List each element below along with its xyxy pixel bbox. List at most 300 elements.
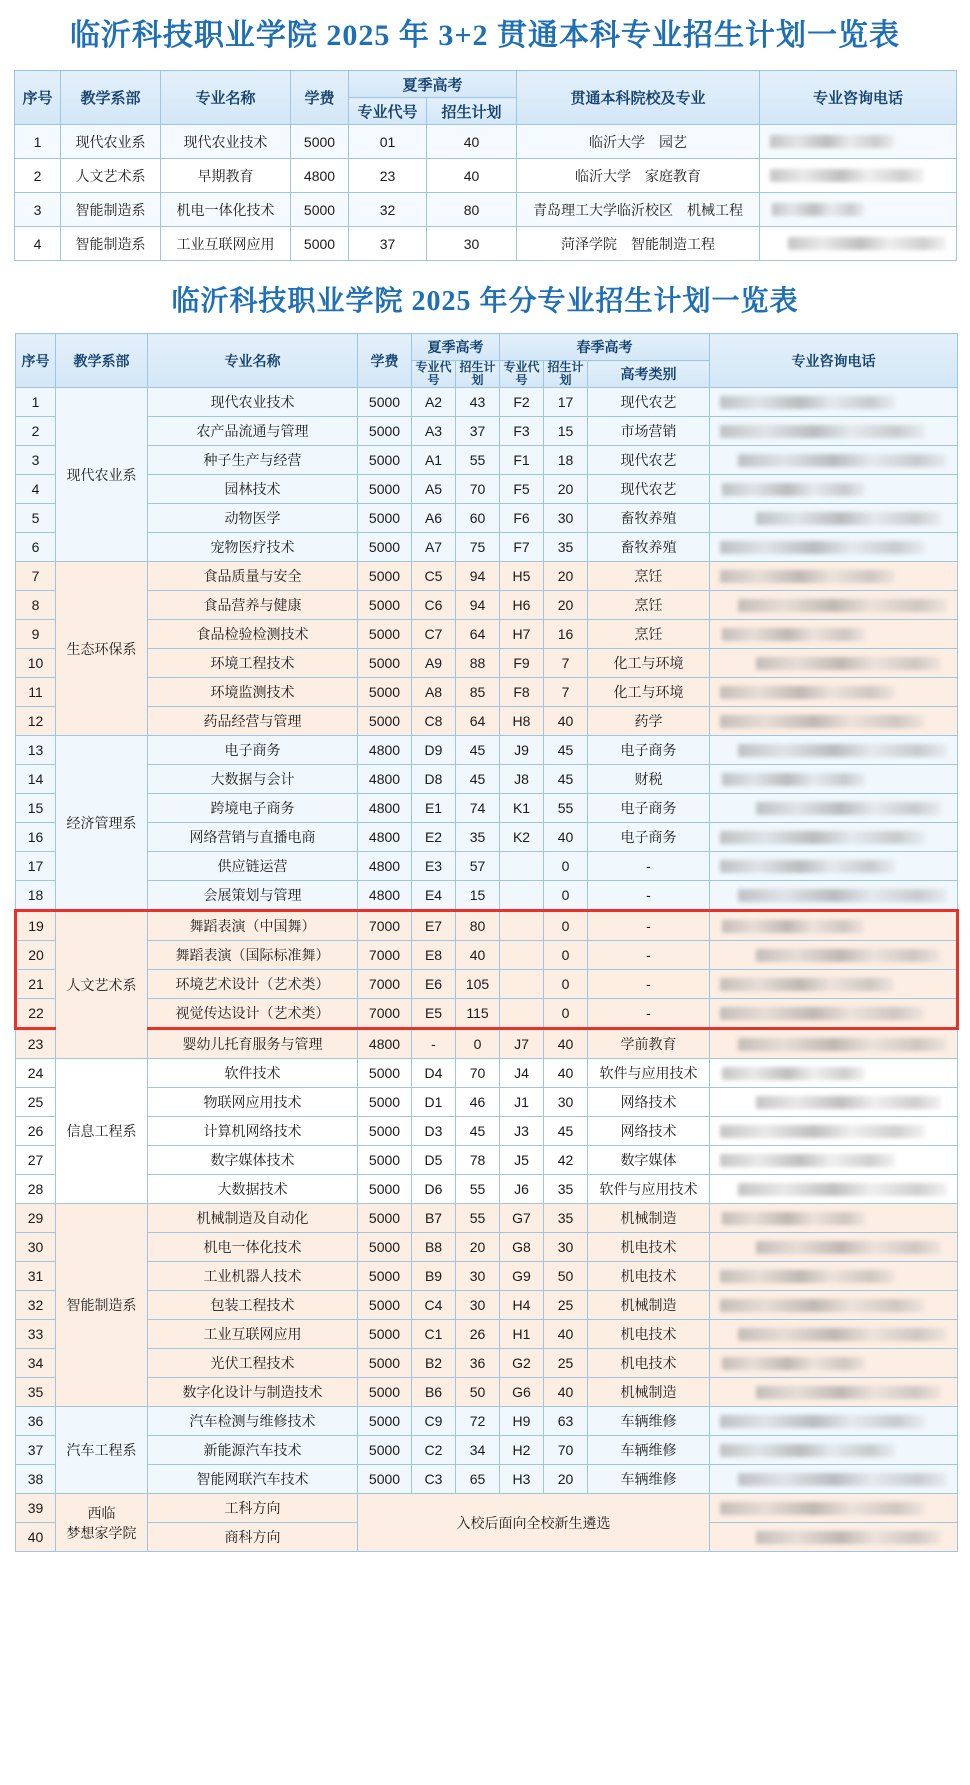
cell-spring-code	[500, 852, 544, 881]
cell-summer-plan: 57	[456, 852, 500, 881]
cell-no: 40	[16, 1523, 56, 1552]
cell-summer-plan: 65	[456, 1465, 500, 1494]
cell-tuition: 5000	[358, 707, 412, 736]
redaction-bar	[722, 1067, 865, 1080]
cell-summer-plan: 55	[456, 446, 500, 475]
cell-tuition: 4800	[358, 881, 412, 911]
cell-phone-redacted	[710, 941, 958, 970]
th-summer-plan: 招生计划	[456, 361, 500, 388]
cell-exam-type: 畜牧养殖	[588, 533, 710, 562]
cell-tuition: 5000	[358, 591, 412, 620]
cell-spring-code	[500, 970, 544, 999]
cell-summer-code: C4	[412, 1291, 456, 1320]
cell-summer-code: E6	[412, 970, 456, 999]
table-row	[16, 475, 958, 504]
redaction-bar	[722, 920, 864, 933]
cell-tuition: 4800	[358, 1029, 412, 1059]
cell-summer-code: A5	[412, 475, 456, 504]
cell-spring-code: J1	[500, 1088, 544, 1117]
cell-no: 11	[16, 678, 56, 707]
cell-summer-plan: 70	[456, 475, 500, 504]
cell-exam-type: 车辆维修	[588, 1436, 710, 1465]
redaction-bar	[770, 135, 894, 148]
cell-no: 22	[16, 999, 56, 1029]
cell-phone-redacted	[710, 1262, 958, 1291]
cell-no: 13	[16, 736, 56, 765]
cell-spring-plan: 20	[544, 1465, 588, 1494]
cell-spring-plan: 0	[544, 970, 588, 999]
table-row	[16, 533, 958, 562]
cell-exam-type: 电子商务	[588, 823, 710, 852]
cell-spring-plan: 45	[544, 765, 588, 794]
redaction-bar	[720, 1415, 925, 1428]
cell-tuition: 7000	[358, 911, 412, 941]
cell-no: 17	[16, 852, 56, 881]
cell-no: 20	[16, 941, 56, 970]
redaction-bar	[756, 512, 941, 525]
redaction-bar	[720, 715, 925, 728]
cell-tuition: 5000	[358, 388, 412, 417]
cell-tuition: 5000	[291, 125, 349, 159]
cell-dept: 智能制造系	[61, 227, 161, 261]
cell-major: 舞蹈表演（中国舞）	[148, 911, 358, 941]
cell-tuition: 5000	[358, 1146, 412, 1175]
redaction-bar	[770, 169, 924, 182]
cell-no: 4	[15, 227, 61, 261]
table-row	[16, 765, 958, 794]
cell-phone-redacted	[710, 620, 958, 649]
redaction-bar	[720, 396, 895, 409]
table-majors	[14, 333, 959, 1552]
cell-exam-type: -	[588, 852, 710, 881]
cell-summer-plan: 115	[456, 999, 500, 1029]
cell-major: 汽车检测与维修技术	[148, 1407, 358, 1436]
cell-spring-plan: 40	[544, 1059, 588, 1088]
cell-major: 数字媒体技术	[148, 1146, 358, 1175]
redaction-bar	[720, 1270, 895, 1283]
cell-phone-redacted	[710, 1465, 958, 1494]
cell-summer-code: C1	[412, 1320, 456, 1349]
cell-phone-redacted	[710, 881, 958, 911]
cell-spring-code: H9	[500, 1407, 544, 1436]
cell-summer-plan: 50	[456, 1378, 500, 1407]
cell-spring-plan: 16	[544, 620, 588, 649]
cell-tuition: 5000	[358, 504, 412, 533]
cell-summer-plan: 30	[456, 1291, 500, 1320]
redaction-bar	[788, 237, 946, 250]
cell-phone-redacted	[710, 1349, 958, 1378]
cell-summer-code: E1	[412, 794, 456, 823]
cell-phone-redacted	[710, 1407, 958, 1436]
cell-no: 26	[16, 1117, 56, 1146]
table-row	[15, 125, 957, 159]
cell-summer-code: A2	[412, 388, 456, 417]
cell-spring-code: F3	[500, 417, 544, 446]
cell-phone-redacted	[760, 125, 957, 159]
cell-dept: 现代农业系	[61, 125, 161, 159]
cell-major: 舞蹈表演（国际标准舞）	[148, 941, 358, 970]
cell-major: 视觉传达设计（艺术类）	[148, 999, 358, 1029]
cell-major: 药品经营与管理	[148, 707, 358, 736]
cell-spring-plan: 20	[544, 475, 588, 504]
cell-major: 园林技术	[148, 475, 358, 504]
cell-summer-code: D3	[412, 1117, 456, 1146]
cell-phone-redacted	[710, 1494, 958, 1523]
cell-spring-code	[500, 941, 544, 970]
cell-summer-code: E7	[412, 911, 456, 941]
cell-exam-type: 网络技术	[588, 1117, 710, 1146]
th-summer: 夏季高考	[412, 334, 500, 361]
cell-summer-plan: 0	[456, 1029, 500, 1059]
redaction-bar	[738, 1183, 947, 1196]
th-no: 序号	[16, 334, 56, 388]
cell-school: 临沂大学 园艺	[517, 125, 760, 159]
cell-no: 18	[16, 881, 56, 911]
table-row	[15, 159, 957, 193]
cell-spring-code: G7	[500, 1204, 544, 1233]
cell-no: 32	[16, 1291, 56, 1320]
cell-tuition: 4800	[358, 736, 412, 765]
cell-summer-plan: 55	[456, 1175, 500, 1204]
table-3plus2-header	[15, 71, 957, 125]
th-dept: 教学系部	[56, 334, 148, 388]
cell-no: 27	[16, 1146, 56, 1175]
cell-exam-type: 现代农艺	[588, 475, 710, 504]
cell-exam-type: 药学	[588, 707, 710, 736]
table-row	[16, 417, 958, 446]
cell-spring-code: F6	[500, 504, 544, 533]
cell-spring-plan: 40	[544, 1378, 588, 1407]
th-phone: 专业咨询电话	[760, 71, 957, 125]
cell-phone-redacted	[710, 1378, 958, 1407]
cell-major: 婴幼儿托育服务与管理	[148, 1029, 358, 1059]
cell-tuition: 7000	[358, 970, 412, 999]
cell-exam-type: 网络技术	[588, 1088, 710, 1117]
table-row	[16, 620, 958, 649]
cell-phone-redacted	[710, 1233, 958, 1262]
redaction-bar	[738, 599, 947, 612]
cell-no: 4	[16, 475, 56, 504]
cell-major: 商科方向	[148, 1523, 358, 1552]
cell-tuition: 5000	[358, 1378, 412, 1407]
cell-summer-code: B6	[412, 1378, 456, 1407]
cell-tuition: 5000	[358, 1233, 412, 1262]
cell-spring-code	[500, 911, 544, 941]
cell-no: 30	[16, 1233, 56, 1262]
th-summer: 夏季高考	[349, 71, 517, 98]
cell-spring-plan: 17	[544, 388, 588, 417]
cell-spring-code: J9	[500, 736, 544, 765]
table-row	[16, 446, 958, 475]
cell-major: 食品检验检测技术	[148, 620, 358, 649]
cell-major: 工业互联网应用	[161, 227, 291, 261]
cell-spring-plan: 50	[544, 1262, 588, 1291]
cell-selection-note: 入校后面向全校新生遴选	[358, 1494, 710, 1552]
cell-summer-plan: 45	[456, 736, 500, 765]
cell-summer-code: E2	[412, 823, 456, 852]
cell-spring-code: H6	[500, 591, 544, 620]
cell-spring-code: H8	[500, 707, 544, 736]
cell-exam-type: 电子商务	[588, 736, 710, 765]
cell-phone-redacted	[710, 911, 958, 941]
cell-no: 19	[16, 911, 56, 941]
cell-summer-plan: 40	[456, 941, 500, 970]
th-link-school: 贯通本科院校及专业	[517, 71, 760, 125]
cell-summer-plan: 30	[456, 1262, 500, 1291]
cell-exam-type: 电子商务	[588, 794, 710, 823]
cell-major: 会展策划与管理	[148, 881, 358, 911]
cell-spring-code: H3	[500, 1465, 544, 1494]
cell-phone-redacted	[710, 1117, 958, 1146]
cell-plan: 80	[427, 193, 517, 227]
cell-summer-plan: 20	[456, 1233, 500, 1262]
cell-major: 电子商务	[148, 736, 358, 765]
cell-summer-code: A3	[412, 417, 456, 446]
cell-tuition: 5000	[358, 1262, 412, 1291]
cell-tuition: 5000	[358, 1320, 412, 1349]
redaction-bar	[720, 978, 894, 991]
cell-major: 食品营养与健康	[148, 591, 358, 620]
redaction-bar	[756, 1241, 941, 1254]
cell-phone-redacted	[710, 707, 958, 736]
cell-no: 35	[16, 1378, 56, 1407]
cell-major: 计算机网络技术	[148, 1117, 358, 1146]
cell-spring-code: F1	[500, 446, 544, 475]
cell-spring-code	[500, 881, 544, 911]
th-spring: 春季高考	[500, 334, 710, 361]
cell-summer-plan: 85	[456, 678, 500, 707]
redaction-bar	[756, 657, 941, 670]
table-row	[16, 1494, 958, 1523]
cell-spring-code: F2	[500, 388, 544, 417]
cell-spring-plan: 20	[544, 562, 588, 591]
cell-exam-type: 软件与应用技术	[588, 1059, 710, 1088]
cell-major: 农产品流通与管理	[148, 417, 358, 446]
cell-tuition: 5000	[358, 1175, 412, 1204]
cell-exam-type: 机电技术	[588, 1233, 710, 1262]
cell-exam-type: 机电技术	[588, 1320, 710, 1349]
cell-tuition: 5000	[358, 562, 412, 591]
table-majors-body	[16, 388, 958, 1552]
cell-summer-code: A9	[412, 649, 456, 678]
cell-major: 机电一体化技术	[148, 1233, 358, 1262]
table-row	[16, 1378, 958, 1407]
table-row	[16, 1233, 958, 1262]
cell-exam-type: 烹饪	[588, 591, 710, 620]
cell-summer-plan: 26	[456, 1320, 500, 1349]
cell-phone-redacted	[710, 970, 958, 999]
cell-phone-redacted	[710, 533, 958, 562]
redaction-bar	[738, 1473, 947, 1486]
cell-plan: 30	[427, 227, 517, 261]
cell-plan: 40	[427, 159, 517, 193]
cell-summer-code: C3	[412, 1465, 456, 1494]
table-row	[16, 1204, 958, 1233]
cell-spring-code: H4	[500, 1291, 544, 1320]
cell-phone-redacted	[710, 1088, 958, 1117]
cell-summer-code: D5	[412, 1146, 456, 1175]
cell-summer-code: C9	[412, 1407, 456, 1436]
redaction-bar	[720, 1444, 895, 1457]
cell-no: 8	[16, 591, 56, 620]
cell-summer-plan: 70	[456, 1059, 500, 1088]
cell-spring-plan: 0	[544, 999, 588, 1029]
table-row	[16, 1029, 958, 1059]
th-spring-plan: 招生计划	[544, 361, 588, 388]
cell-no: 3	[15, 193, 61, 227]
cell-summer-plan: 88	[456, 649, 500, 678]
cell-spring-plan: 40	[544, 707, 588, 736]
cell-phone-redacted	[710, 1320, 958, 1349]
redaction-bar	[720, 541, 925, 554]
cell-spring-plan: 42	[544, 1146, 588, 1175]
cell-spring-plan: 45	[544, 1117, 588, 1146]
cell-major: 早期教育	[161, 159, 291, 193]
cell-phone-redacted	[710, 446, 958, 475]
cell-no: 1	[16, 388, 56, 417]
cell-major: 宠物医疗技术	[148, 533, 358, 562]
th-tuition: 学费	[291, 71, 349, 125]
table-row	[16, 649, 958, 678]
cell-no: 21	[16, 970, 56, 999]
cell-school: 临沂大学 家庭教育	[517, 159, 760, 193]
cell-no: 5	[16, 504, 56, 533]
cell-summer-plan: 55	[456, 1204, 500, 1233]
redaction-bar	[720, 686, 895, 699]
cell-tuition: 5000	[358, 1436, 412, 1465]
cell-tuition: 5000	[358, 1204, 412, 1233]
cell-summer-plan: 46	[456, 1088, 500, 1117]
th-exam-type: 高考类别	[588, 361, 710, 388]
cell-exam-type: 车辆维修	[588, 1465, 710, 1494]
table-row	[16, 999, 958, 1029]
cell-phone-redacted	[710, 1029, 958, 1059]
cell-summer-plan: 37	[456, 417, 500, 446]
cell-spring-code: G9	[500, 1262, 544, 1291]
cell-summer-code: D4	[412, 1059, 456, 1088]
table-row	[16, 823, 958, 852]
cell-summer-plan: 64	[456, 620, 500, 649]
cell-phone-redacted	[710, 823, 958, 852]
cell-spring-code: F9	[500, 649, 544, 678]
cell-spring-plan: 35	[544, 1175, 588, 1204]
cell-spring-plan: 30	[544, 1233, 588, 1262]
cell-major: 动物医学	[148, 504, 358, 533]
cell-no: 6	[16, 533, 56, 562]
cell-phone-redacted	[710, 678, 958, 707]
cell-spring-plan: 25	[544, 1349, 588, 1378]
cell-no: 9	[16, 620, 56, 649]
th-tuition: 学费	[358, 334, 412, 388]
redaction-bar	[720, 1502, 925, 1515]
table-row	[16, 794, 958, 823]
table-row	[16, 388, 958, 417]
cell-summer-plan: 35	[456, 823, 500, 852]
cell-spring-plan: 0	[544, 881, 588, 911]
cell-exam-type: -	[588, 911, 710, 941]
table-row	[16, 1349, 958, 1378]
cell-exam-type: -	[588, 881, 710, 911]
cell-tuition: 7000	[358, 941, 412, 970]
table-row	[16, 970, 958, 999]
cell-exam-type: 机电技术	[588, 1349, 710, 1378]
cell-no: 36	[16, 1407, 56, 1436]
cell-spring-code: H7	[500, 620, 544, 649]
cell-tuition: 4800	[358, 794, 412, 823]
cell-major: 数字化设计与制造技术	[148, 1378, 358, 1407]
cell-spring-code: K2	[500, 823, 544, 852]
cell-summer-plan: 15	[456, 881, 500, 911]
redaction-bar	[720, 1299, 925, 1312]
cell-major: 大数据技术	[148, 1175, 358, 1204]
th-major: 专业名称	[148, 334, 358, 388]
cell-exam-type: 化工与环境	[588, 649, 710, 678]
cell-phone-redacted	[710, 475, 958, 504]
th-plan: 招生计划	[427, 98, 517, 125]
cell-dept: 经济管理系	[56, 736, 148, 911]
cell-summer-plan: 64	[456, 707, 500, 736]
cell-no: 14	[16, 765, 56, 794]
cell-major: 软件技术	[148, 1059, 358, 1088]
cell-no: 1	[15, 125, 61, 159]
cell-major: 环境艺术设计（艺术类）	[148, 970, 358, 999]
table-row	[15, 227, 957, 261]
cell-spring-code: G8	[500, 1233, 544, 1262]
table-row	[16, 736, 958, 765]
table-row	[16, 1465, 958, 1494]
redaction-bar	[738, 1038, 947, 1051]
cell-spring-code: J4	[500, 1059, 544, 1088]
cell-summer-code: D1	[412, 1088, 456, 1117]
cell-tuition: 5000	[358, 1349, 412, 1378]
cell-phone-redacted	[710, 1204, 958, 1233]
cell-spring-code: J5	[500, 1146, 544, 1175]
cell-tuition: 4800	[358, 765, 412, 794]
table-row	[16, 707, 958, 736]
table-row	[16, 591, 958, 620]
cell-tuition: 4800	[291, 159, 349, 193]
cell-phone-redacted	[710, 649, 958, 678]
cell-summer-code: E8	[412, 941, 456, 970]
cell-summer-plan: 36	[456, 1349, 500, 1378]
cell-tuition: 5000	[358, 1088, 412, 1117]
cell-spring-code: H1	[500, 1320, 544, 1349]
cell-summer-plan: 94	[456, 591, 500, 620]
cell-code: 23	[349, 159, 427, 193]
cell-dept: 人文艺术系	[61, 159, 161, 193]
cell-major: 大数据与会计	[148, 765, 358, 794]
cell-major: 跨境电子商务	[148, 794, 358, 823]
cell-exam-type: 现代农艺	[588, 446, 710, 475]
cell-tuition: 5000	[358, 1117, 412, 1146]
cell-phone-redacted	[710, 1436, 958, 1465]
cell-spring-plan: 35	[544, 533, 588, 562]
table-row	[16, 1291, 958, 1320]
cell-tuition: 4800	[358, 823, 412, 852]
redaction-bar	[738, 744, 947, 757]
cell-spring-plan: 25	[544, 1291, 588, 1320]
th-major-code: 专业代号	[349, 98, 427, 125]
cell-major: 新能源汽车技术	[148, 1436, 358, 1465]
cell-exam-type: 机械制造	[588, 1204, 710, 1233]
cell-spring-plan: 35	[544, 1204, 588, 1233]
cell-school: 菏泽学院 智能制造工程	[517, 227, 760, 261]
redaction-bar	[720, 831, 925, 844]
cell-exam-type: 机械制造	[588, 1378, 710, 1407]
cell-phone-redacted	[710, 852, 958, 881]
cell-spring-code: G6	[500, 1378, 544, 1407]
cell-no: 10	[16, 649, 56, 678]
